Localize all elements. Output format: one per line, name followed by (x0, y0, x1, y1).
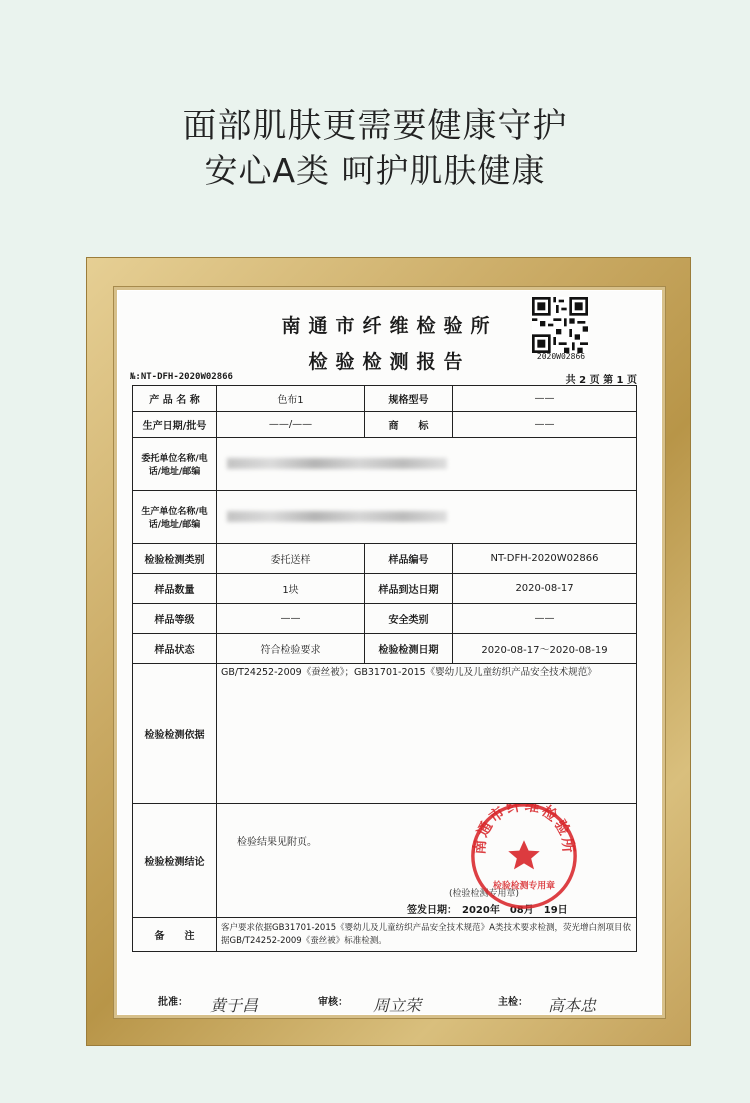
spec-value: —— (453, 386, 637, 412)
stamp-ring-text: 南通市纤维检验所 (471, 796, 577, 855)
headline-line2: 安心A类 呵护肌肤健康 (204, 151, 546, 190)
conclusion-cell (217, 796, 637, 918)
tester-label: 主检： (498, 997, 528, 1008)
report-title-type: 检验检测报告 (308, 351, 471, 373)
quantity-label: 样品数量 (133, 574, 217, 604)
client-value-redacted (217, 438, 637, 491)
producer-label: 生产单位名称/电话/地址/邮编 (133, 491, 217, 544)
client-label: 委托单位名称/电话/地址/邮编 (133, 438, 217, 491)
tester-signature: 高本忠 (548, 996, 597, 1015)
date-batch-label: 生产日期/批号 (133, 412, 217, 438)
issue-date: 签发日期： 2020年 08月 19日 (407, 904, 568, 916)
table-row (133, 491, 637, 544)
official-seal-stamp (465, 796, 583, 915)
approve-signature: 黄于昌 (210, 996, 259, 1015)
table-row (133, 664, 637, 804)
approve-label: 批准： (158, 997, 188, 1008)
date-batch-value: ——/—— (217, 412, 365, 438)
safety-category-value: —— (453, 604, 637, 634)
sample-status-label: 样品状态 (133, 634, 217, 664)
headline-line1: 面部肌肤更需要健康守护 (182, 106, 568, 146)
basis-value-cell (217, 664, 637, 804)
test-date-value: 2020-08-17～2020-08-19 (453, 634, 637, 664)
producer-value-redacted (217, 491, 637, 544)
signature-row (148, 989, 628, 1013)
conclusion-label: 检验检测结论 (133, 804, 217, 918)
sample-status-value: 符合检验要求 (217, 634, 365, 664)
qr-code-label: 2020W02866 (536, 352, 586, 361)
table-row (133, 386, 637, 412)
stamp-inner-text: 检验检测专用章 (493, 880, 555, 891)
review-label: 审核： (318, 997, 348, 1008)
basis-value: GB/T24252-2009《蚕丝被》；GB31701-2015《婴幼儿及儿童纺织产品安全技术规范》 (221, 667, 597, 678)
product-name-label: 产 品 名 称 (133, 386, 217, 412)
sample-no-value: NT-DFH-2020W02866 (453, 544, 637, 574)
review-signature: 周立荣 (373, 996, 422, 1015)
test-date-label: 检验检测日期 (365, 634, 453, 664)
table-row (133, 544, 637, 574)
remark-value-cell (217, 918, 637, 952)
grade-value: —— (217, 604, 365, 634)
product-name-value: 色布1 (217, 386, 365, 412)
report-table (132, 385, 637, 952)
table-row (133, 604, 637, 634)
basis-label: 检验检测依据 (133, 664, 217, 804)
page-count: 共 2 页 第 1 页 (565, 375, 637, 386)
table-row (133, 412, 637, 438)
arrival-date-label: 样品到达日期 (365, 574, 453, 604)
remark-label: 备 注 (133, 918, 217, 952)
gold-picture-frame (86, 257, 691, 1046)
sample-no-label: 样品编号 (365, 544, 453, 574)
quantity-value: 1块 (217, 574, 365, 604)
safety-category-label: 安全类别 (365, 604, 453, 634)
test-type-value: 委托送样 (217, 544, 365, 574)
test-type-label: 检验检测类别 (133, 544, 217, 574)
arrival-date-value: 2020-08-17 (453, 574, 637, 604)
frame-mat (113, 286, 666, 1019)
report-number: №:NT-DFH-2020W02866 (130, 372, 233, 382)
qr-code-icon (532, 297, 588, 353)
table-row (133, 574, 637, 604)
table-row (133, 804, 637, 918)
spec-label: 规格型号 (365, 386, 453, 412)
remark-value: 客户要求依据GB31701-2015《婴幼儿及儿童纺织产品安全技术规范》A类技术要求检测，荧光增白剂项目依据GB/T24252-2009《蚕丝被》标准检测。 (221, 922, 631, 946)
conclusion-value: 检验结果见附页。 (237, 836, 317, 848)
report-title-institute: 南通市纤维检验所 (281, 315, 498, 337)
table-row (133, 918, 637, 952)
table-row (133, 634, 637, 664)
trademark-value: —— (453, 412, 637, 438)
certificate-paper (118, 291, 661, 1014)
grade-label: 样品等级 (133, 604, 217, 634)
stamp-caption: (检验检测专用章) (449, 888, 520, 899)
trademark-label: 商 标 (365, 412, 453, 438)
table-row (133, 438, 637, 491)
